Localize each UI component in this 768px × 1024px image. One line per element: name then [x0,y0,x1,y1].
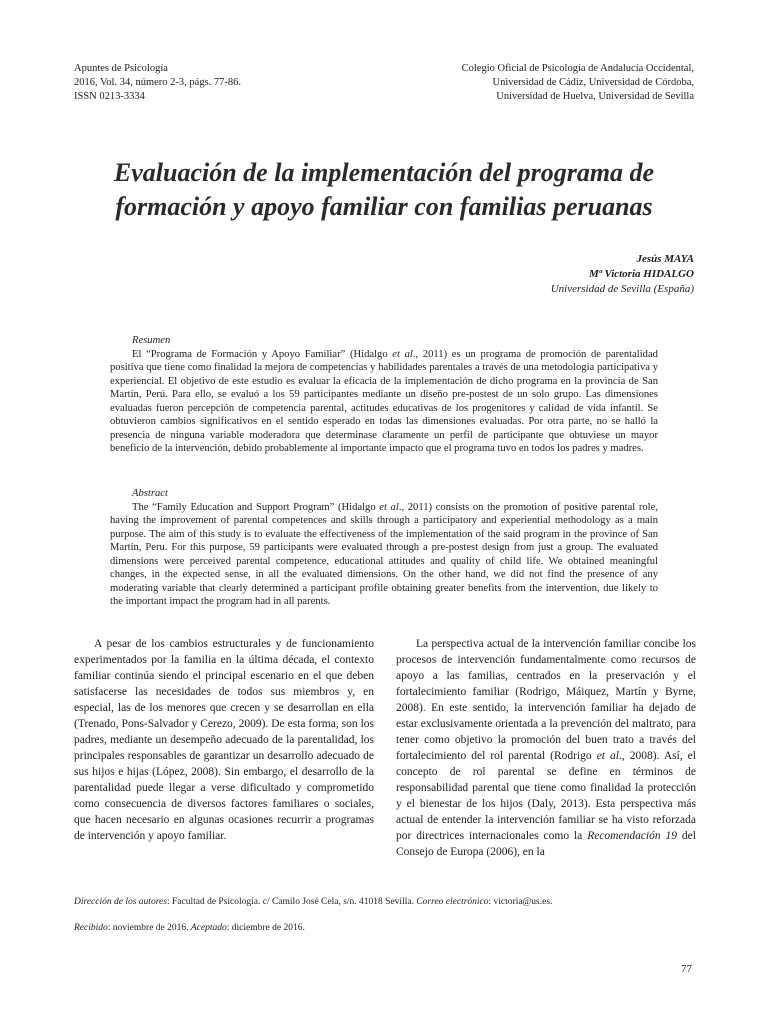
abstract-text: The “Family Education and Support Program” (Hidalgo et al., 2011) consists on the promotion of positive parental role, having the improvement of parental competences and skills through a participatory and experiential methodology as a main purpose. The aim of this study is to evaluate the effectiveness of the implementation of the said program in the province of San Martín, Peru. For this purpose, 59 participants were evaluated through a pre-postest design from just a group. The evaluated dimensions were perceived parental competence, educational attitudes and quality of child life. We obtained meaningful changes, in the expected sense, in all the evaluated dimensions. On the other hand, we did not find the presence of any moderating variable that clearly determined a participant profile obtaining greater benefits from the intervention, due likely to the important impact the program had in all parents. [110,501,658,607]
author-name: Mª Victoria HIDALGO [589,268,694,280]
author-affiliation: Universidad de Sevilla (España) [550,283,694,295]
publisher-line: Universidad de Cádiz, Universidad de Córdoba, [492,77,694,88]
journal-issn: ISSN 0213-3334 [74,91,145,102]
resumen-text: El “Programa de Formación y Apoyo Familiar” (Hidalgo et al., 2011) es un programa de promoción de parentalidad positiva que tiene como finalidad la mejora de competencias y habilidades parentales a través de una metodología participativa y experiencial. El objetivo de este estudio es evaluar la eficacia de la implementación de dicho programa en la provincia de San Martín, Perú. Para ello, se evaluó a los 59 participantes mediante un diseño pre-postest de un solo grupo. Las dimensiones evaluadas fueron percepción de competencia parental, actitudes educativas de los progenitores y calidad de vida infantil. Se obtuvieron cambios significativos en el sentido esperado en todas las dimensiones evaluadas. Por otra parte, no se halló la presencia de ninguna variable moderadora que determinase claramente un perfil de participante que obtuviese un mayor beneficio de la intervención, debido probablemente al importante impacto que el programa tuvo en todos los padres y madres. [110,348,658,454]
resumen-section [110,334,658,456]
publisher-header [462,62,694,104]
body-paragraph: La perspectiva actual de la intervención familiar concibe los procesos de intervención fundamentalmente como recursos de apoyo a las familias, centrados en la preservación y el fortalecimiento familiar (Rodrigo, Máiquez, Martín y Byrne, 2008). En este sentido, la intervención familiar ha dejado de estar exclusivamente orientada a la prevención del maltrato, para tener como objetivo la promoción del buen trato a través del fortalecimiento del rol parental (Rodrigo et al., 2008). Así, el concepto de rol parental se define en términos de responsabilidad parental que tiene como finalidad la protección y el bienestar de los hijos (Daly, 2013). Esta perspectiva más actual de entender la intervención familiar se ha visto reforzada por directrices internacionales como la Recomendación 19 del Consejo de Europa (2006), en la [396,638,696,858]
resumen-label: Resumen [132,335,171,346]
author-address-note: Dirección de los autores: Facultad de Psicología. c/ Camilo José Cela, s/n. 41018 Sevilla. Correo electrónico: victoria@us.es. [74,897,553,907]
body-paragraph: A pesar de los cambios estructurales y de funcionamiento experimentados por la familia en la última década, el contexto familiar continúa siendo el principal escenario en el que deben satisfacerse las necesidades de todos sus miembros y, en especial, las de los menores que crecen y se desarrollan en ella (Trenado, Pons-Salvador y Cerezo, 2009). De esta forma, son los padres, mediante un desempeño adecuado de la parentalidad, los principales responsables de garantizar un desarrollo adecuado de sus hijos e hijas (López, 2008). Sin embargo, el desarrollo de la parentalidad puede llegar a verse dificultado y comprometido como consecuencia de diversos factores familiares o sociales, que hacen necesario en algunas ocasiones recurrir a programas de intervención y apoyo familiar. [74,638,374,842]
publisher-line: Colegio Oficial de Psicología de Andalucía Occidental, [461,63,694,74]
author-block [551,252,694,297]
title-line: formación y apoyo familiar con familias peruanas [115,192,653,221]
abstract-section [110,487,658,609]
journal-name: Apuntes de Psicología [74,63,168,74]
abstract-label: Abstract [132,488,168,499]
author-name: Jesús MAYA [636,253,694,265]
title-line: Evaluación de la implementación del programa de [113,158,655,187]
dates-note: Recibido: noviembre de 2016. Aceptado: diciembre de 2016. [74,923,305,933]
journal-volume: 2016, Vol. 34, número 2-3, págs. 77-86. [74,77,242,88]
publisher-line: Universidad de Huelva, Universidad de Sevilla [496,91,694,102]
article-title [74,156,694,224]
body-column-left [74,636,374,844]
page-number: 77 [681,963,692,975]
body-column-right [396,636,696,860]
journal-header [74,62,241,104]
